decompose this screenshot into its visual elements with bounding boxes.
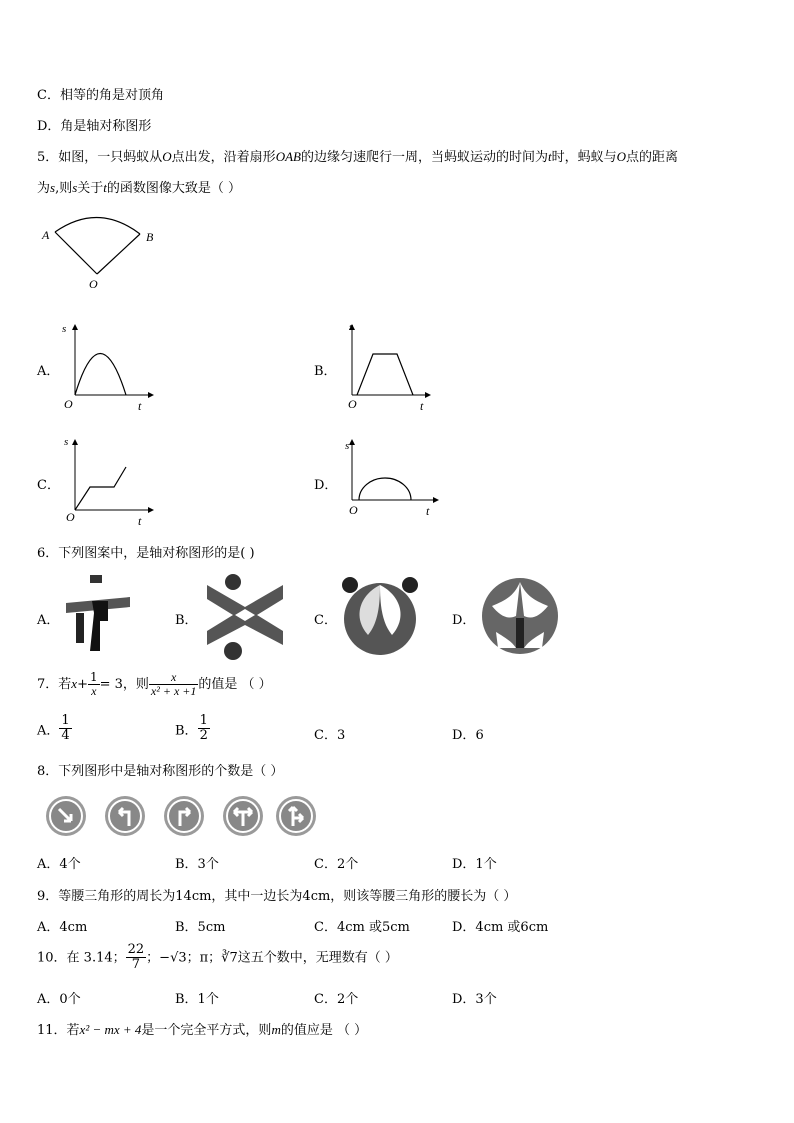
q10-option-a: A．0个 [37,992,81,1007]
q5-stem-line2: 为s,则s关于t的函数图像大致是（ ） [37,180,242,196]
sector-label-a: A [42,228,50,242]
q6-option-c-label: C． [314,613,337,628]
q10-option-c: C．2个 [314,992,359,1007]
q5-option-b-label: B． [314,364,337,379]
q4-option-d: D．角是轴对称图形 [37,119,152,134]
q10-option-b: B．1个 [175,992,219,1007]
q6-option-b-label: B． [175,613,198,628]
q5-option-c-label: C． [37,478,60,493]
q9-option-a: A．4cm [37,920,88,935]
q9-option-b: B．5cm [175,920,226,935]
q8-sign-3 [164,796,204,836]
q8-option-a: A．4个 [37,857,81,872]
q10-stem: 10．在 3.14； $\frac{22}{7}$ ；−√3；π；∛7这五个数中，无理数有（ ） [37,942,398,973]
q7-option-c: C．3 [314,728,346,743]
sector-label-o: O [89,277,98,291]
svg-text:s: s [62,323,67,335]
q4-option-c: C．相等的角是对顶角 [37,88,164,103]
svg-text:t: t [138,399,142,413]
q8-sign-1 [46,796,86,836]
svg-text:O: O [349,503,358,517]
q7-option-a: A． $\frac{1}{4}$ [37,713,70,744]
q6-figure-b [205,573,285,661]
svg-text:t: t [426,504,430,518]
q6-figure-a [64,573,136,653]
svg-text:t: t [138,514,142,528]
q10-option-d: D．3个 [452,992,497,1007]
q8-sign-2 [105,796,145,836]
q7-stem: 7．若x+ $\frac{1}{x}$ = 3，则 $\frac{x}{\text{x² + x +1}}$ 的值是 （ ） [37,670,272,699]
q9-option-c: C．4cm 或5cm [314,920,410,935]
svg-text:s: s [64,436,69,448]
q7-option-b: B． $\frac{1}{2}$ [175,713,208,744]
q9-stem: 9．等腰三角形的周长为14cm，其中一边长为4cm，则该等腰三角形的腰长为（ ） [37,889,517,904]
svg-text:O: O [64,397,73,411]
q6-option-a-label: A． [37,613,60,628]
svg-text:t: t [420,399,424,413]
svg-text:O: O [348,397,357,411]
q8-sign-5 [276,796,316,836]
q5-option-a-label: A． [37,364,60,379]
q5-graph-d [337,435,437,530]
q7-option-d: D．6 [452,728,484,743]
svg-text:O: O [66,510,75,524]
q8-option-c: C．2个 [314,857,359,872]
q11-stem: 11．若x² − mx + 4是一个完全平方式，则m的值应是 （ ） [37,1022,368,1038]
svg-text:s: s [345,440,350,452]
q9-option-d: D．4cm 或6cm [452,920,549,935]
q5-graph-a [60,320,160,415]
q8-sign-4 [223,796,263,836]
sector-label-b: B [146,230,154,244]
q5-sector-figure [40,220,170,295]
svg-text:s: s [349,321,354,333]
q5-stem-line1: 5．如图，一只蚂蚁从O点出发，沿着扇形OAB的边缘匀速爬行一周，当蚂蚁运动的时间为t时，蚂蚁与O点的距离 [37,149,679,165]
q6-option-d-label: D． [452,613,476,628]
q6-figure-d [478,576,562,656]
q8-option-d: D．1个 [452,857,497,872]
q6-stem: 6．下列图案中，是轴对称图形的是( ) [37,546,255,561]
q8-traffic-signs [44,794,319,838]
q5-option-d-label: D． [314,478,338,493]
q5-graph-b [337,320,437,415]
q8-stem: 8．下列图形中是轴对称图形的个数是（ ） [37,764,284,779]
q6-figure-c [340,575,420,657]
q8-option-b: B．3个 [175,857,219,872]
q5-graph-c [60,435,160,530]
